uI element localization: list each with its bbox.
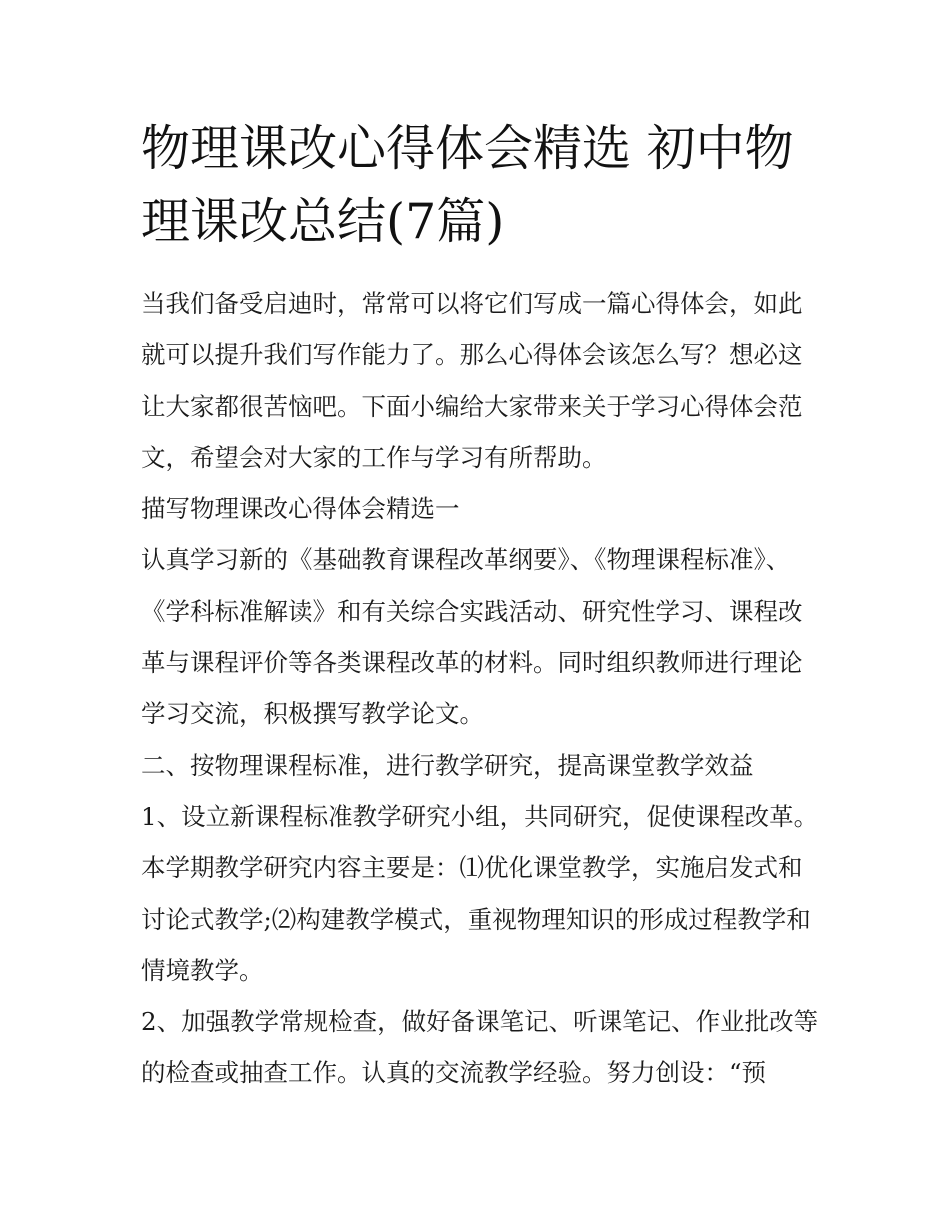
document-body: [141, 278, 821, 1099]
body-paragraph: 认真学习新的《基础教育课程改革纲要》、《物理课程标准》、《学科标准解读》和有关综合实践活动、研究性学习、课程改革与课程评价等各类课程改革的材料。同时组织教师进行理论学习交流，积极撰写教学论文。: [141, 545, 803, 729]
body-paragraph: 2、加强教学常规检查，做好备课笔记、听课笔记、作业批改等的检查或抽查工作。认真的交流教学经验。努力创设：“预: [141, 1007, 819, 1088]
section-heading: 描写物理课改心得体会精选一: [141, 494, 460, 524]
body-paragraph: 1、设立新课程标准教学研究小组，共同研究，促使课程改革。本学期教学研究内容主要是：⑴优化课堂教学，实施启发式和讨论式教学;⑵构建教学模式，重视物理知识的形成过程教学和情境教学。: [141, 801, 819, 985]
document-title: 物理课改心得体会精选 初中物理课改总结(7篇): [141, 120, 794, 250]
section-heading: 二、按物理课程标准，进行教学研究，提高课堂教学效益: [141, 750, 754, 780]
intro-paragraph: 当我们备受启迪时，常常可以将它们写成一篇心得体会，如此就可以提升我们写作能力了。那么心得体会该怎么写？想必这让大家都很苦恼吧。下面小编给大家带来关于学习心得体会范文，希望会对大家的工作与学习有所帮助。: [141, 289, 803, 472]
